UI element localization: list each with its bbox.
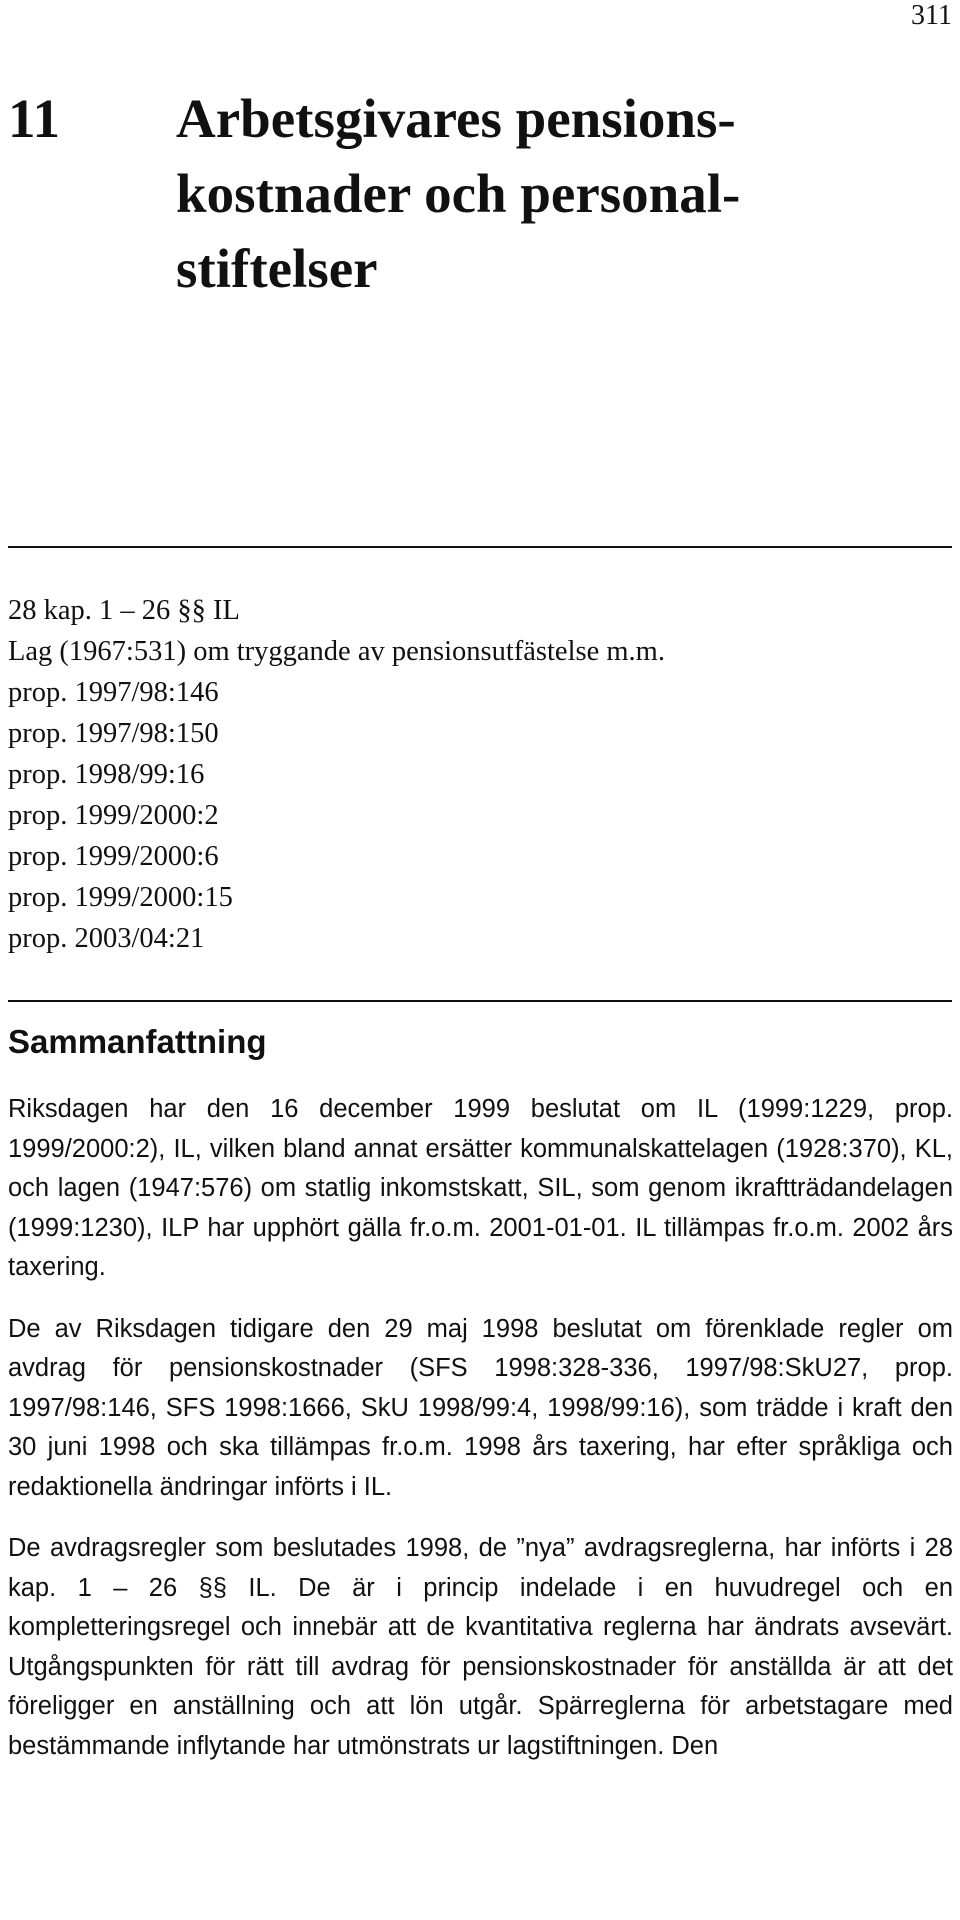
reference-line: prop. 1999/2000:6: [8, 841, 219, 872]
summary-paragraph: De avdragsregler som beslutades 1998, de ”nya” avdragsreglerna, har införts i 28 kap. 1 – 26 §§ IL. De är i princip indelade i en huvudregel och en kompletteringsregel och innebär att de kvantitativa reglerna har ändrats avsevärt. Utgångspunkten för rätt till avdrag för pensionskostnader för anställda är att det föreligger en anställning och att lön utgår. Spärreglerna för arbetstagare med bestämmande inflytande har utmönstrats ur lagstiftningen. Den: [8, 1534, 953, 1760]
chapter-heading: [8, 82, 908, 306]
chapter-title: [176, 82, 876, 306]
reference-line: prop. 2003/04:21: [8, 923, 205, 954]
top-divider: [8, 546, 952, 548]
summary-paragraph: Riksdagen har den 16 december 1999 beslutat om IL (1999:1229, prop. 1999/2000:2), IL, vilken bland annat ersätter kommunalskattelagen (1928:370), KL, och lagen (1947:576) om statlig inkomstskatt, SIL, som genom ikraftträdandelagen (1999:1230), ILP har upphört gälla fr.o.m. 2001-01-01. IL tillämpas fr.o.m. 2002 års taxering.: [8, 1095, 953, 1281]
section-divider: [8, 1000, 952, 1002]
reference-line: prop. 1999/2000:2: [8, 800, 219, 831]
reference-line: prop. 1999/2000:15: [8, 882, 233, 913]
reference-line: prop. 1997/98:146: [8, 677, 219, 708]
summary-heading: Sammanfattning: [8, 1023, 267, 1060]
summary-paragraph: De av Riksdagen tidigare den 29 maj 1998 beslutat om förenklade regler om avdrag för pensionskostnader (SFS 1998:328-336, 1997/98:SkU27, prop. 1997/98:146, SFS 1998:1666, SkU 1998/99:4, 1998/99:16), som trädde i kraft den 30 juni 1998 och ska tillämpas fr.o.m. 1998 års taxering, har efter språkliga och redaktionella ändringar införts i IL.: [8, 1314, 953, 1501]
page-number: 311: [911, 0, 952, 31]
chapter-title-line: stiftelser: [176, 237, 378, 299]
reference-line: prop. 1998/99:16: [8, 759, 205, 790]
reference-line: Lag (1967:531) om tryggande av pensionsutfästelse m.m.: [8, 636, 665, 667]
legal-references: [8, 590, 948, 959]
chapter-number: 11: [8, 88, 60, 149]
chapter-title-line: kostnader och personal-: [176, 162, 741, 224]
reference-line: 28 kap. 1 – 26 §§ IL: [8, 595, 240, 626]
summary-body: [8, 1090, 953, 1788]
chapter-title-line: Arbetsgivares pensions-: [176, 88, 736, 149]
reference-line: prop. 1997/98:150: [8, 718, 219, 749]
